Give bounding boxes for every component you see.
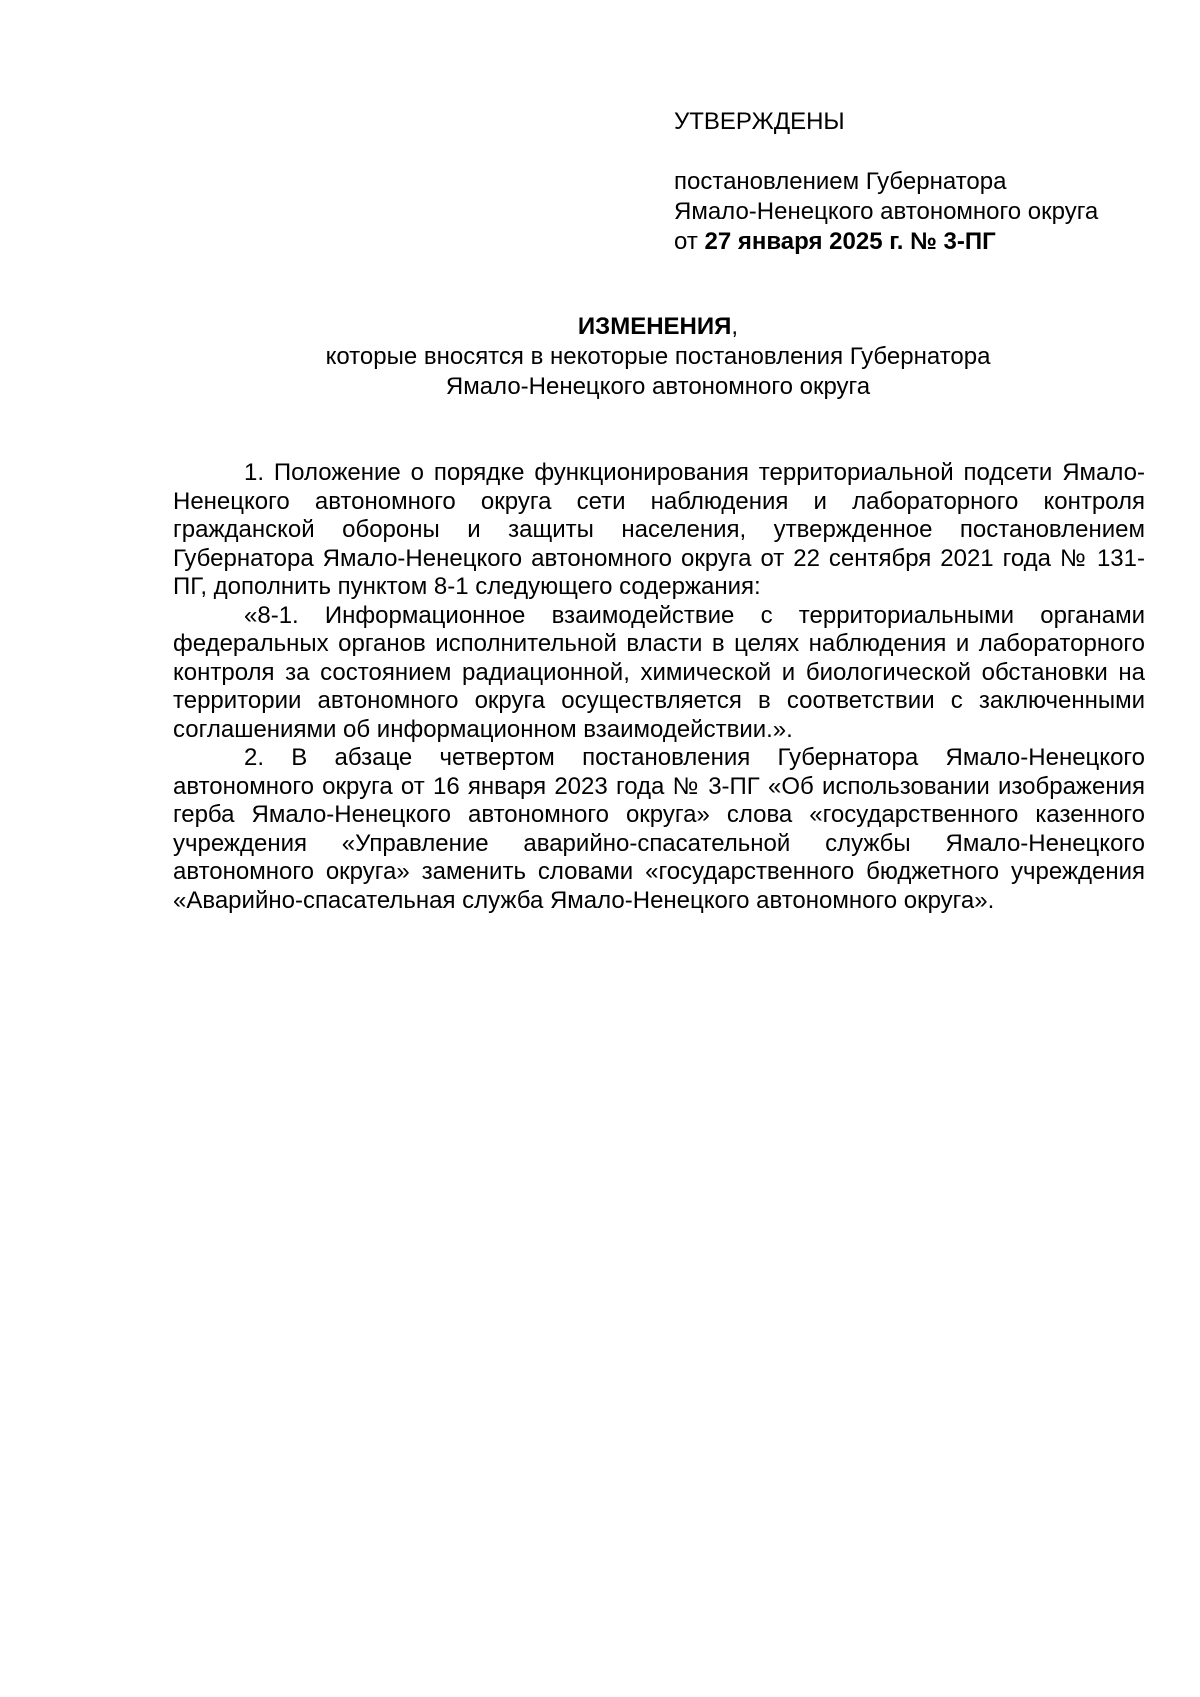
paragraph-item-1: 1. Положение о порядке функционирования территориальной подсети Ямало-Ненецкого автономного округа сети наблюдения и лабораторного контроля гражданской обороны и защиты населения, утвержденное постановлением Губернатора Ямало-Ненецкого автономного округа от 22 сентября 2021 года № 131-ПГ, дополнить пунктом 8-1 следующего содержания: [173,459,1145,600]
approval-line-decree: постановлением Губернатора [674,168,1007,195]
title-subline-1: которые вносятся в некоторые постановления Губернатора [325,343,991,370]
document-title [174,312,1142,402]
title-subline-2: Ямало-Ненецкого автономного округа [445,373,871,400]
paragraph-item-8-1: «8-1. Информационное взаимодействие с территориальными органами федеральных органов исполнительной власти в целях наблюдения и лабораторного контроля за состоянием радиационной, химической и биологической обстановки на территории автономного округа осуществляется в соответствии с заключенными соглашениями об информационном взаимодействии.». [173,601,1145,743]
title-main: ИЗМЕНЕНИЯ [577,313,732,340]
document-body [173,459,1145,915]
title-main-suffix: , [731,313,739,340]
paragraph-item-2: 2. В абзаце четвертом постановления Губернатора Ямало-Ненецкого автономного округа от 16 января 2023 года № 3-ПГ «Об использовании изображения герба Ямало-Ненецкого автономного округа» слова «государственного казенного учреждения «Управление аварийно-спасательной службы Ямало-Ненецкого автономного округа» заменить словами «государственного бюджетного учреждения «Аварийно-спасательная служба Ямало-Ненецкого автономного округа». [173,744,1145,914]
approval-stamp [674,107,1174,257]
approved-heading: УТВЕРЖДЕНЫ [674,108,845,135]
approval-line-region: Ямало-Ненецкого автономного округа [674,198,1099,225]
approval-line-date [674,227,1174,257]
approval-decree-ref: 27 января 2025 г. № 3-ПГ [704,228,996,255]
approval-date-prefix: от [674,228,705,255]
title-main-line [174,312,1142,342]
